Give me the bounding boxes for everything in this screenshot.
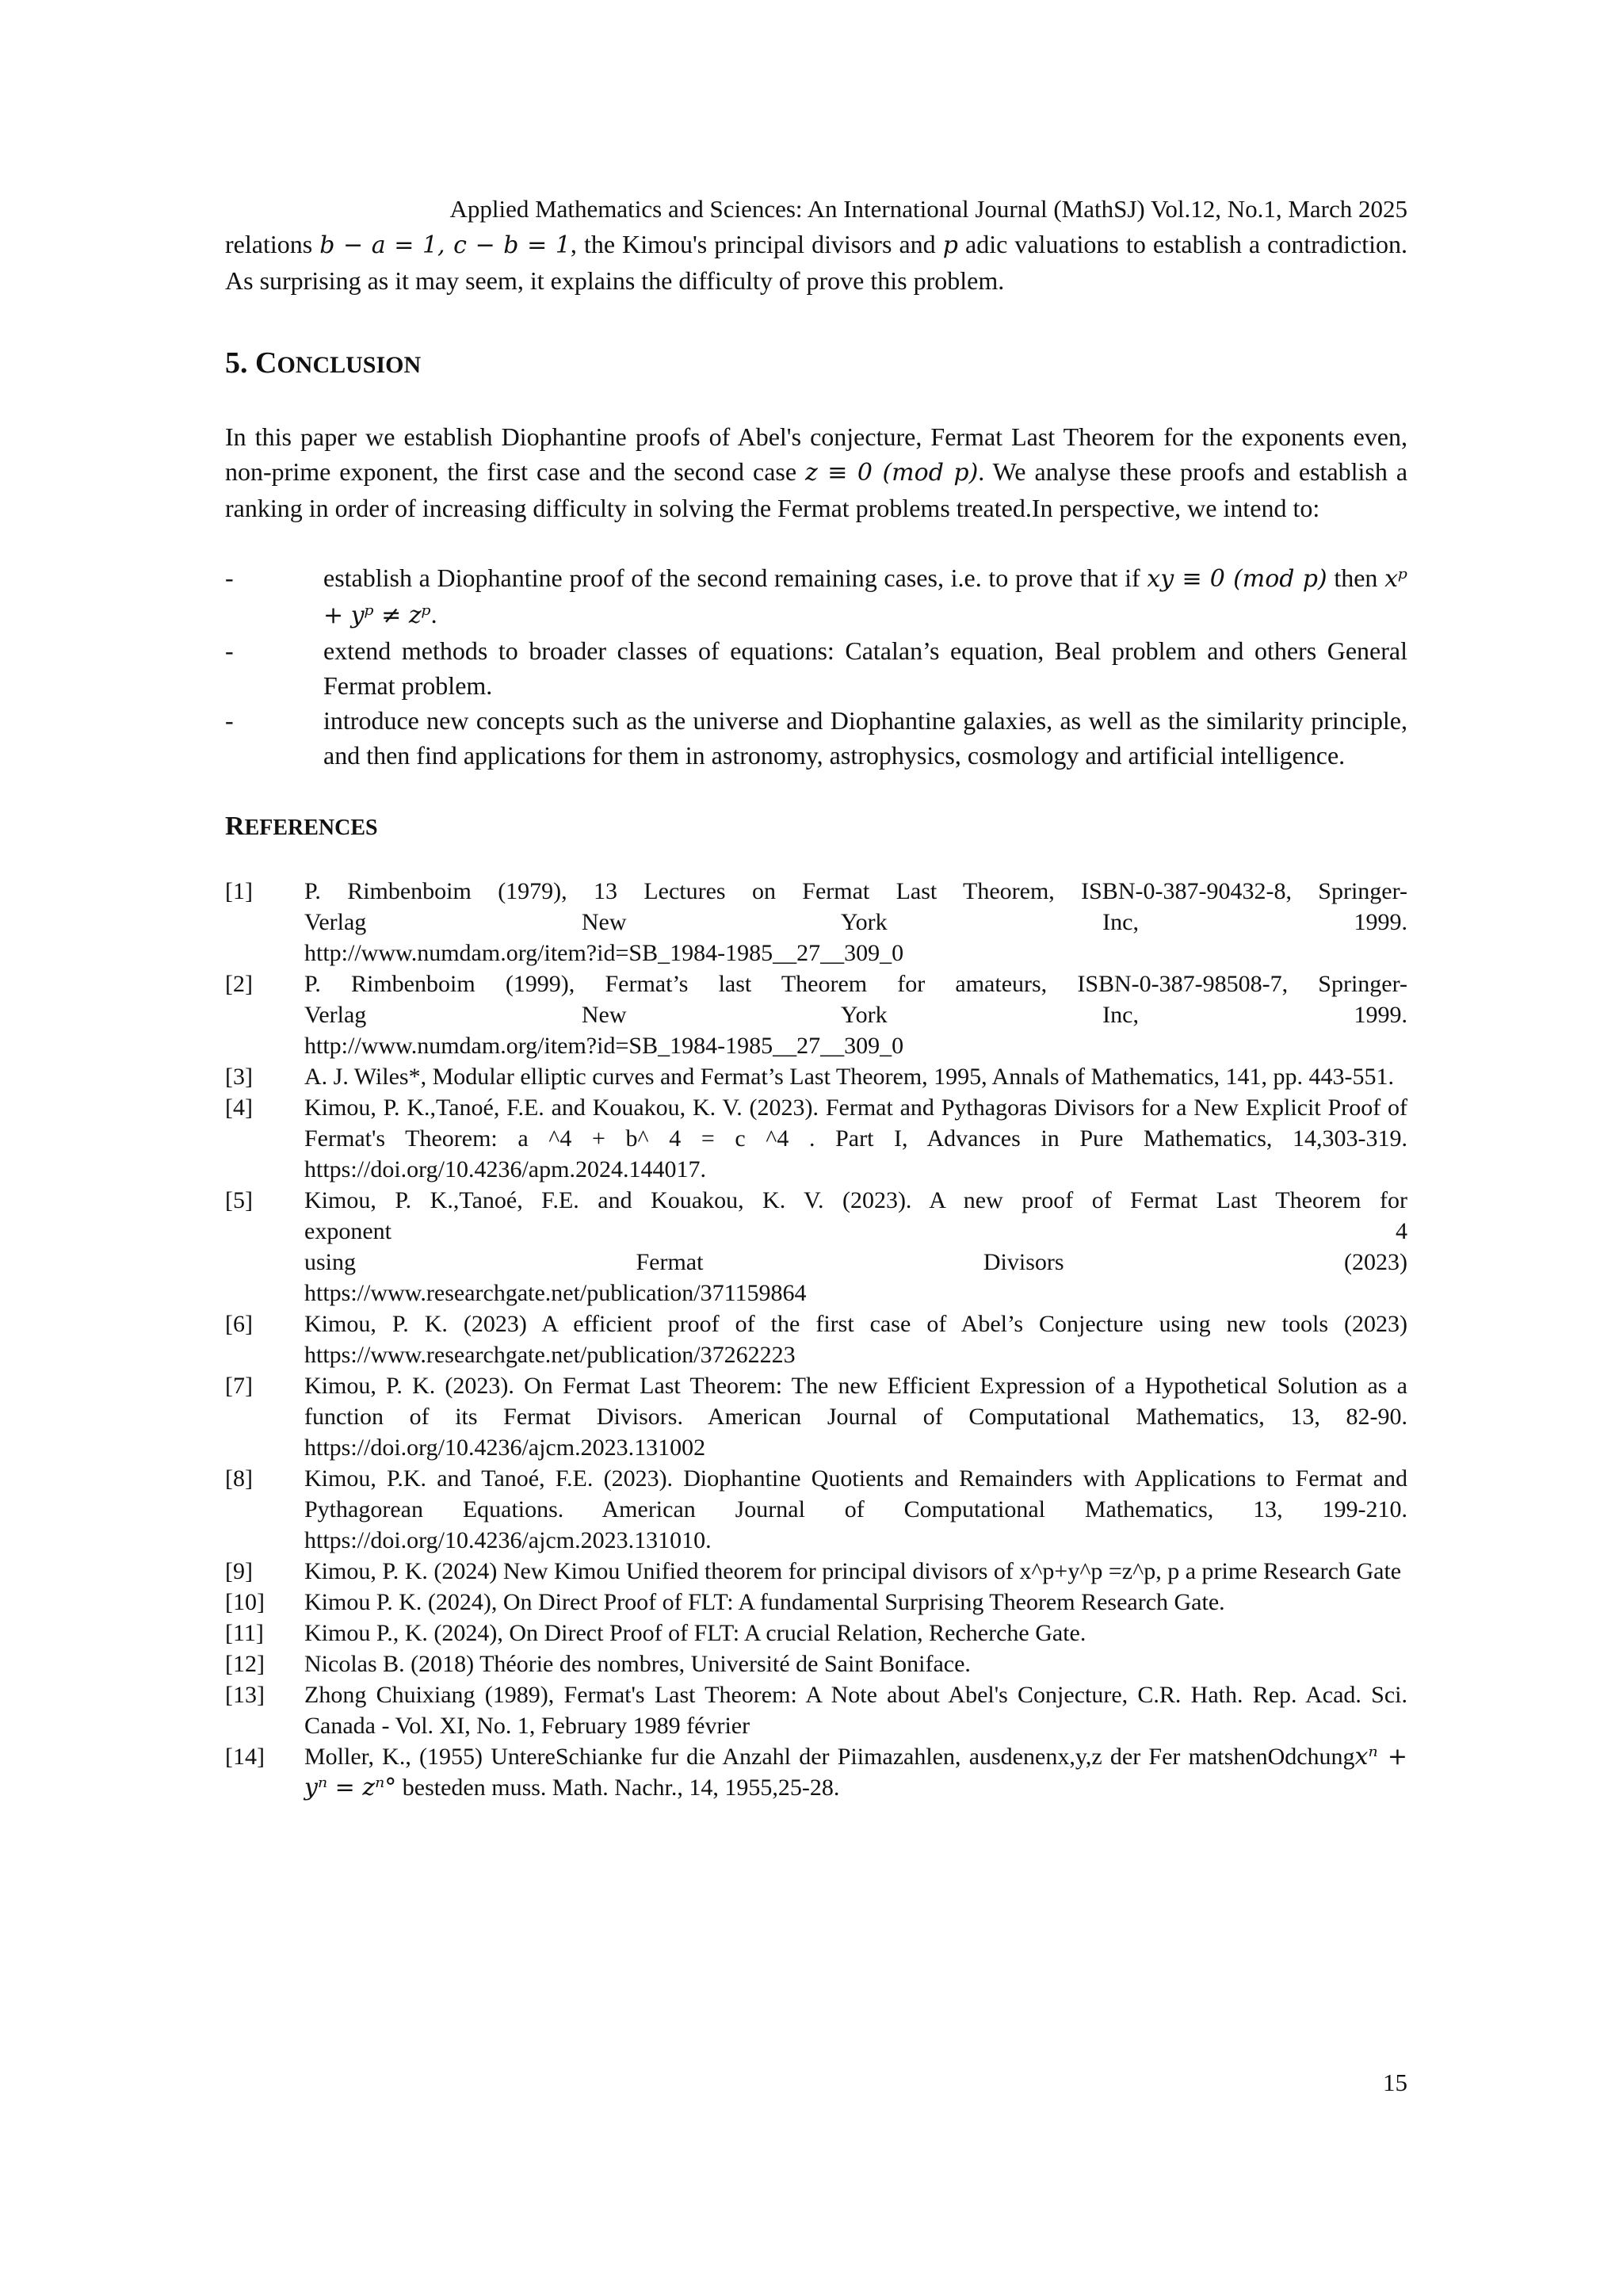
intro-text-2: , the Kimou's principal divisors and [570,230,943,258]
reference-item: [5] Kimou, P. K.,Tanoé, F.E. and Kouakou, K. V. (2023). A new proof of Fermat Last Theorem for exponent 4 using Fermat Divisors (2023) https://www.researchgate.net/publication/371159864 [225,1187,1407,1306]
reference-item: [12] Nicolas B. (2018) Théorie des nombres, Université de Saint Boniface. [225,1651,971,1677]
reference-item: [4] Kimou, P. K.,Tanoé, F.E. and Kouakou, K. V. (2023). Fermat and Pythagoras Divisors for a New Explicit Proof of Fermat's Theorem: a ^4 + b^ 4 = c ^4 . Part I, Advances in Pure Mathematics, 14,303-319. https://doi.org/10.4236/apm.2024.144017. [225,1095,1407,1182]
list-item: - introduce new concepts such as the universe and Diophantine galaxies, as well as the similarity principle, and then find applications for them in astronomy, astrophysics, cosmology and artificial intelligence. [225,706,1407,770]
perspective-list [225,560,1407,773]
intro-paragraph [225,227,1407,298]
reference-item: [14] Moller, K., (1955) UntereSchianke fur die Anzahl der Piimazahlen, ausdenenx,y,z der Fer matshenOdchungxⁿ + yⁿ = zⁿ° besteden muss. Math. Nachr., 14, 1955,25-28. [225,1743,1407,1801]
section-title-references: REFERENCES [225,812,378,841]
list-item: - establish a Diophantine proof of the second remaining cases, i.e. to prove that if xy ≡ 0 (mod p) then xᵖ + yᵖ ≠ zᵖ. [225,563,1408,629]
section-title-conclusion: 5. CONCLUSION [225,346,422,380]
page-number: 15 [1383,2069,1407,2096]
reference-item: [9] Kimou, P. K. (2024) New Kimou Unified theorem for principal divisors of x^p+y^p =z^p, p a prime Research Gate [225,1558,1402,1584]
intro-math-relations: b − a = 1, c − b = 1 [319,231,571,259]
conclusion-paragraph: In this paper we establish Diophantine proofs of Abel's conjecture, Fermat Last Theorem for the exponents even, non-prime exponent, the first case and the second case z ≡ 0 (mod p). We analyse these proofs and establish a ranking in order of increasing difficulty in solving the Fermat problems treated.In perspective, we intend to: [225,422,1408,522]
running-header: Applied Mathematics and Sciences: An International Journal (MathSJ) Vol.12, No.1, March 2025 [449,195,1407,223]
intro-text-1: relations [225,230,320,258]
conclusion-math: z ≡ 0 (mod p) [805,459,979,487]
reference-item: [1] P. Rimbenboim (1979), 13 Lectures on Fermat Last Theorem, ISBN-0-387-90432-8, Springer- Verlag New York Inc, 1999. http://www.numdam.org/item?id=SB_1984-1985__27__309_0 [225,878,1407,966]
reference-item: [7] Kimou, P. K. (2023). On Fermat Last Theorem: The new Efficient Expression of a Hypothetical Solution as a function of its Fermat Divisors. American Journal of Computational Mathematics, 13, 82-90. https://doi.org/10.4236/ajcm.2023.131002 [225,1373,1407,1461]
reference-item: [10] Kimou P. K. (2024), On Direct Proof of FLT: A fundamental Surprising Theorem Research Gate. [225,1589,1225,1615]
reference-item: [3] A. J. Wiles*, Modular elliptic curves and Fermat’s Last Theorem, 1995, Annals of Mathematics, 141, pp. 443-551. [225,1064,1394,1090]
intro-math-p: p [942,231,958,259]
reference-list [225,876,1407,1803]
reference-item: [6] Kimou, P. K. (2023) A efficient proof of the first case of Abel’s Conjecture using new tools (2023) https://www.researchgate.net/publication/37262223 [225,1311,1407,1368]
reference-item: [8] Kimou, P.K. and Tanoé, F.E. (2023). Diophantine Quotients and Remainders with Applications to Fermat and Pythagorean Equations. American Journal of Computational Mathematics, 13, 199-210. https://doi.org/10.4236/ajcm.2023.131010. [225,1465,1407,1553]
intro-text-3: adic valuations to establish a contradiction. As surprising as it may seem, it explains the difficulty of prove this problem. [225,230,1408,295]
reference-item: [2] P. Rimbenboim (1999), Fermat’s last Theorem for amateurs, ISBN-0-387-98508-7, Springer- Verlag New York Inc, 1999. http://www.numdam.org/item?id=SB_1984-1985__27__309_0 [225,971,1407,1059]
reference-item: [13] Zhong Chuixiang (1989), Fermat's Last Theorem: A Note about Abel's Conjecture, C.R. Hath. Rep. Acad. Sci. Canada - Vol. XI, No. 1, February 1989 février [225,1682,1407,1739]
list-item: - extend methods to broader classes of equations: Catalan’s equation, Beal problem and others General Fermat problem. [225,636,1407,700]
page-content [225,192,1407,1803]
reference-item: [11] Kimou P., K. (2024), On Direct Proof of FLT: A crucial Relation, Recherche Gate. [225,1620,1086,1646]
